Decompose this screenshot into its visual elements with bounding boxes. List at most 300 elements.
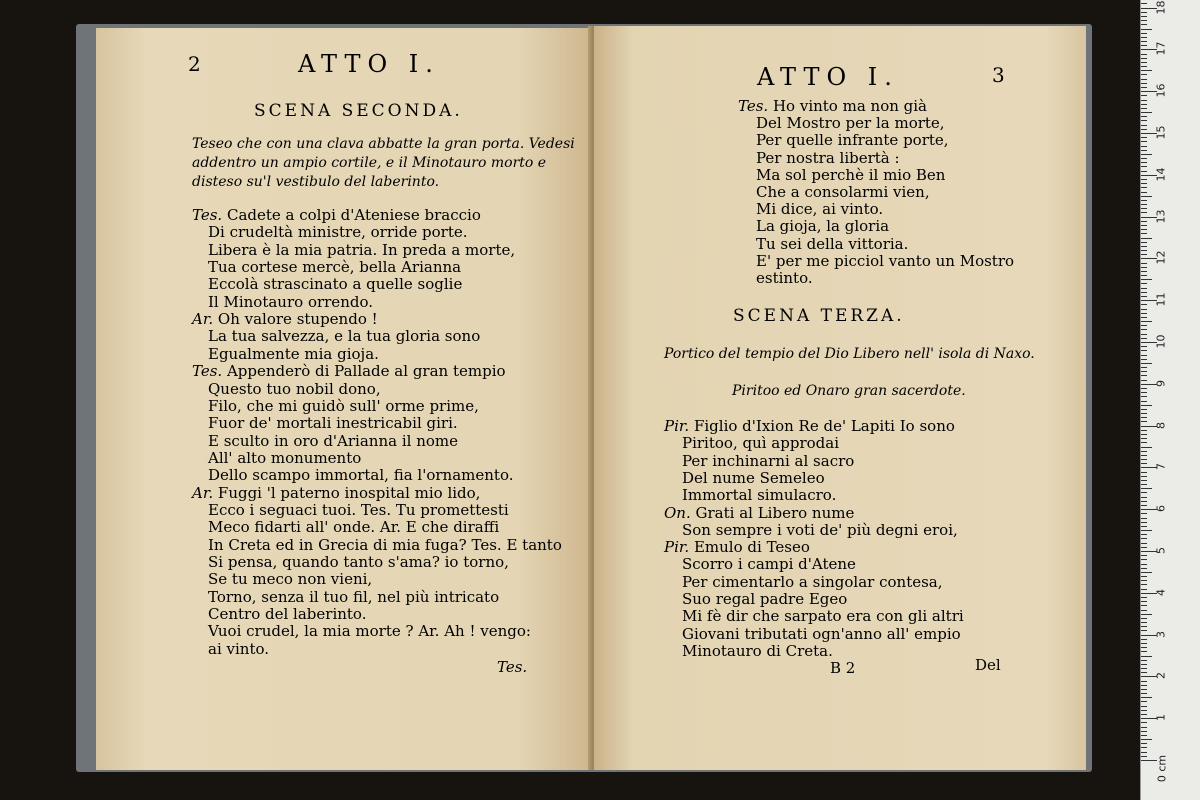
verse-text: Cadete a colpi d'Ateniese braccio: [226, 206, 481, 224]
ruler-tick: [1141, 225, 1147, 226]
verse-line: [756, 200, 883, 218]
ruler-tick: [1141, 33, 1147, 34]
ruler-tick: [1141, 752, 1147, 753]
ruler-tick: [1141, 37, 1147, 38]
verse-text: Figlio d'Ixion Re de' Lapiti Io sono: [693, 417, 955, 435]
ruler-tick: [1141, 614, 1152, 615]
ruler-tick: [1141, 125, 1147, 126]
ruler-number: 13: [1154, 209, 1168, 224]
ruler-tick: [1141, 279, 1152, 280]
verse-line: [682, 486, 836, 504]
ruler-tick: [1141, 313, 1147, 314]
ruler-tick: [1141, 3, 1147, 4]
stage-direction-line: disteso su'l vestibulo del laberinto.: [192, 174, 440, 190]
ruler-tick: [1141, 747, 1147, 748]
ruler-tick: [1141, 150, 1147, 151]
verse-text: Son sempre i voti de' più degni eroi,: [682, 520, 958, 539]
ruler-tick: [1141, 87, 1147, 88]
ruler-tick: [1141, 622, 1147, 623]
ruler-tick: [1141, 518, 1147, 519]
verse-text: Per nostra libertà :: [756, 148, 900, 167]
ruler-tick: [1141, 601, 1147, 602]
ruler-tick: [1141, 24, 1147, 25]
ruler-tick: [1141, 162, 1147, 163]
verse-line: [208, 518, 499, 536]
ruler-tick: [1141, 501, 1147, 502]
verse-text: Scorro i campi d'Atene: [682, 555, 856, 574]
verse-text: Centro del laberinto.: [208, 605, 367, 624]
verse-text: Del Mostro per la morte,: [756, 114, 945, 133]
verse-line: [208, 223, 468, 241]
ruler-number: 4: [1154, 588, 1168, 596]
left-catchword: Tes.: [497, 658, 528, 676]
verse-text: Per quelle infrante porte,: [756, 131, 949, 150]
ruler-tick: [1141, 267, 1147, 268]
left-running-head: ATTO I.: [298, 50, 440, 78]
ruler-tick: [1141, 451, 1147, 452]
verse-text: Ho vinto ma non già: [772, 97, 928, 115]
ruler-number: 17: [1154, 41, 1168, 56]
ruler-tick: [1141, 660, 1147, 661]
verse-text: Questo tuo nobil dono,: [208, 379, 381, 398]
ruler-tick: [1141, 463, 1147, 464]
verse-line: [756, 131, 949, 149]
verse-text: ai vinto.: [208, 639, 270, 658]
verse-line: [682, 555, 856, 573]
verse-line: [682, 590, 847, 608]
ruler-tick: [1141, 434, 1147, 435]
ruler-tick: [1141, 20, 1147, 21]
verse-text: Tu sei della vittoria.: [756, 234, 909, 253]
ruler-tick: [1141, 367, 1147, 368]
verse-line: [208, 605, 366, 623]
verse-line: [192, 484, 480, 502]
ruler-tick: [1141, 212, 1147, 213]
verse-text: Suo regal padre Egeo: [682, 590, 848, 608]
ruler-tick: [1141, 438, 1147, 439]
ruler-tick: [1141, 555, 1147, 556]
ruler-tick: [1141, 233, 1147, 234]
ruler-tick: [1141, 643, 1147, 644]
ruler-tick: [1141, 409, 1147, 410]
ruler-tick: [1141, 543, 1147, 544]
verse-line: [208, 536, 562, 554]
ruler-tick: [1141, 95, 1147, 96]
ruler-tick: [1141, 66, 1147, 67]
verse-text: Piritoo, quì approdai: [682, 434, 840, 453]
ruler-tick: [1141, 146, 1147, 147]
ruler-tick: [1141, 484, 1147, 485]
ruler-tick: [1141, 288, 1147, 289]
verse-text: Emulo di Teseo: [693, 538, 810, 557]
ruler-tick: [1141, 321, 1152, 322]
ruler-tick: [1141, 246, 1147, 247]
ruler-tick: [1141, 179, 1147, 180]
ruler-tick: [1141, 685, 1147, 686]
ruler-tick: [1141, 538, 1147, 539]
verse-text: Mi dice, ai vinto.: [756, 200, 884, 219]
verse-text: Mi fè dir che sarpato era con gli altri: [682, 607, 964, 626]
ruler-tick: [1141, 275, 1147, 276]
ruler-tick: [1141, 380, 1147, 381]
verse-line: [664, 417, 955, 435]
ruler-tick: [1141, 639, 1147, 640]
verse-text: estinto.: [756, 269, 813, 287]
verse-line: [208, 241, 515, 259]
ruler-tick: [1141, 296, 1147, 297]
verse-line: [208, 570, 372, 588]
verse-line: [192, 310, 378, 328]
verse-text: Eccolà strascinato a quelle soglie: [208, 275, 463, 294]
verse-line: [208, 380, 381, 398]
ruler-tick: [1141, 196, 1152, 197]
ruler-tick: [1141, 735, 1147, 736]
ruler-tick: [1141, 442, 1147, 443]
ruler-tick: [1141, 221, 1147, 222]
ruler-tick: [1141, 108, 1147, 109]
ruler-tick: [1141, 522, 1147, 523]
ruler-tick: [1141, 472, 1147, 473]
verse-line: [208, 588, 499, 606]
verse-line: [682, 434, 839, 452]
stage-direction-line: Teseo che con una clava abbatte la gran porta. Vedesi: [192, 136, 575, 152]
ruler-tick: [1141, 375, 1147, 376]
verse-line: [208, 553, 509, 571]
ruler-tick: [1141, 41, 1147, 42]
ruler-number: 3: [1154, 630, 1168, 638]
ruler-tick: [1141, 697, 1152, 698]
verse-line: [208, 414, 458, 432]
ruler-tick: [1141, 492, 1147, 493]
verse-line: [208, 622, 531, 640]
ruler-tick: [1141, 488, 1152, 489]
ruler-tick: [1141, 576, 1147, 577]
ruler-tick: [1141, 309, 1147, 310]
verse-line: [208, 275, 462, 293]
verse-line: [756, 252, 1014, 270]
speaker-abbrev: Tes.: [192, 206, 223, 224]
verse-text: Che a consolarmi vien,: [756, 183, 930, 201]
ruler-tick: [1141, 664, 1147, 665]
verse-line: [756, 183, 930, 201]
ruler-tick: [1141, 430, 1147, 431]
ruler-tick: [1141, 756, 1147, 757]
speaker-abbrev: Ar.: [192, 483, 214, 502]
ruler-tick: [1141, 79, 1147, 80]
verse-text: Si pensa, quando tanto s'ama? io torno,: [208, 553, 509, 571]
right-scene-title: SCENA TERZA.: [733, 306, 905, 326]
verse-line: [756, 235, 908, 253]
ruler-tick: [1141, 497, 1147, 498]
verse-line: [208, 345, 379, 363]
ruler-tick: [1141, 329, 1147, 330]
ruler-tick: [1141, 16, 1147, 17]
ruler-tick: [1141, 564, 1147, 565]
ruler-number: 16: [1154, 83, 1168, 98]
verse-line: [756, 114, 945, 132]
ruler-tick: [1141, 154, 1152, 155]
ruler-number: 15: [1154, 125, 1168, 140]
ruler-tick: [1141, 304, 1147, 305]
ruler-tick: [1141, 388, 1147, 389]
verse-line: [682, 642, 833, 660]
ruler-tick: [1141, 513, 1147, 514]
ruler-tick: [1141, 192, 1147, 193]
ruler-tick: [1141, 743, 1147, 744]
ruler-tick: [1141, 651, 1147, 652]
ruler-tick: [1141, 447, 1152, 448]
ruler-tick: [1141, 413, 1147, 414]
ruler-number: 2: [1154, 672, 1168, 680]
ruler-tick: [1141, 405, 1152, 406]
verse-line: [208, 397, 479, 415]
ruler-tick: [1141, 183, 1147, 184]
ruler-tick: [1141, 359, 1147, 360]
ruler-tick: [1141, 610, 1147, 611]
verse-text: Torno, senza il tuo fil, nel più intricato: [208, 587, 500, 606]
ruler-tick: [1141, 74, 1147, 75]
ruler-tick: [1141, 392, 1147, 393]
speaker-abbrev: Pir.: [664, 538, 690, 557]
verse-line: [208, 432, 458, 450]
ruler-tick: [1141, 363, 1152, 364]
ruler-tick: [1141, 589, 1147, 590]
ruler-tick: [1141, 12, 1147, 13]
ruler-number: 18: [1154, 0, 1168, 15]
verse-line: [682, 521, 958, 539]
ruler-tick: [1141, 605, 1147, 606]
verse-text: Per cimentarlo a singolar contesa,: [682, 572, 943, 591]
ruler-tick: [1141, 572, 1152, 573]
verse-text: Tua cortese mercè, bella Arianna: [208, 258, 462, 277]
ruler-tick: [1141, 681, 1147, 682]
ruler-tick: [1141, 722, 1147, 723]
verse-line: [756, 269, 813, 287]
speaker-abbrev: Ar.: [192, 310, 214, 329]
measurement-ruler: [1140, 0, 1200, 800]
verse-line: [208, 258, 461, 276]
ruler-tick: [1141, 54, 1147, 55]
ruler-tick: [1141, 455, 1147, 456]
ruler-tick: [1141, 158, 1147, 159]
ruler-tick: [1141, 238, 1152, 239]
ruler-tick: [1141, 263, 1147, 264]
ruler-tick: [1141, 480, 1147, 481]
verse-text: Ma sol perchè il mio Ben: [756, 165, 946, 184]
ruler-tick: [1141, 171, 1147, 172]
verse-text: Grati al Libero nume: [695, 503, 855, 522]
ruler-tick: [1141, 739, 1152, 740]
ruler-tick: [1141, 29, 1152, 30]
right-page-number: 3: [992, 63, 1005, 87]
speaker-abbrev: Tes.: [738, 97, 769, 115]
ruler-tick: [1141, 254, 1147, 255]
ruler-tick: [1141, 401, 1147, 402]
verse-text: Se tu meco non vieni,: [208, 570, 373, 589]
right-catchword: Del: [975, 656, 1001, 674]
ruler-tick: [1141, 396, 1147, 397]
ruler-unit-label: 0 cm: [1155, 754, 1169, 783]
verse-text: Di crudeltà ministre, orride porte.: [208, 223, 468, 242]
verse-line: [664, 538, 810, 556]
ruler-tick: [1141, 689, 1147, 690]
verse-text: Egualmente mia gioja.: [208, 344, 379, 363]
ruler-tick: [1141, 459, 1147, 460]
verse-line: [738, 97, 927, 115]
ruler-tick: [1141, 83, 1147, 84]
ruler-tick: [1141, 350, 1147, 351]
ruler-tick: [1141, 100, 1147, 101]
verse-text: Fuor de' mortali inestricabil giri.: [208, 414, 458, 433]
ruler-tick: [1141, 271, 1147, 272]
verse-text: Filo, che mi guidò sull' orme prime,: [208, 396, 479, 415]
ruler-tick: [1141, 137, 1147, 138]
verse-text: Ecco i seguaci tuoi. Tes. Tu promettesti: [208, 500, 509, 519]
verse-line: [756, 166, 945, 184]
ruler-tick: [1141, 559, 1147, 560]
verse-text: Vuoi crudel, la mia morte ? Ar. Ah ! vengo:: [208, 622, 531, 641]
ruler-tick: [1141, 630, 1147, 631]
ruler-tick: [1141, 45, 1147, 46]
right-characters: Piritoo ed Onaro gran sacerdote.: [732, 383, 966, 399]
ruler-tick: [1141, 505, 1147, 506]
stage-direction-line: addentro un ampio cortile, e il Minotauro morto e: [192, 155, 547, 171]
ruler-tick: [1141, 229, 1147, 230]
ruler-tick: [1141, 346, 1147, 347]
ruler-tick: [1141, 714, 1147, 715]
verse-line: [208, 640, 269, 658]
verse-line: [208, 327, 480, 345]
verse-line: [682, 573, 943, 591]
ruler-number: 6: [1154, 505, 1168, 513]
ruler-number: 7: [1154, 463, 1168, 471]
verse-line: [682, 607, 964, 625]
ruler-tick: [1141, 476, 1147, 477]
ruler-tick: [1141, 166, 1147, 167]
ruler-tick: [1141, 530, 1152, 531]
verse-text: Fuggi 'l paterno inospital mio lido,: [217, 483, 481, 502]
verse-line: [192, 362, 506, 380]
ruler-number: 5: [1154, 547, 1168, 554]
verse-text: E sculto in oro d'Arianna il nome: [208, 431, 458, 450]
verse-text: Libera è la mia patria. In preda a morte,: [208, 240, 516, 259]
left-page-number: 2: [188, 52, 201, 76]
ruler-number: 8: [1154, 421, 1168, 429]
ruler-tick: [1141, 62, 1147, 63]
ruler-tick: [1141, 710, 1147, 711]
verse-text: In Creta ed in Grecia di mia fuga? Tes. E tanto: [208, 535, 562, 554]
ruler-tick: [1141, 187, 1147, 188]
ruler-tick: [1141, 701, 1147, 702]
ruler-tick: [1141, 668, 1147, 669]
ruler-tick: [1141, 242, 1147, 243]
ruler-tick: [1141, 292, 1147, 293]
ruler-tick: [1141, 325, 1147, 326]
verse-text: La gioja, la gloria: [756, 217, 890, 236]
ruler-tick: [1141, 526, 1147, 527]
ruler-tick: [1141, 317, 1147, 318]
ruler-tick: [1141, 141, 1147, 142]
verse-line: [192, 206, 481, 224]
right-setting: Portico del tempio del Dio Libero nell' isola di Naxo.: [664, 346, 1035, 362]
ruler-tick: [1141, 104, 1147, 105]
verse-line: [682, 625, 961, 643]
ruler-tick: [1141, 208, 1147, 209]
ruler-tick: [1141, 584, 1147, 585]
ruler-tick: [1141, 731, 1147, 732]
verse-text: Del nume Semeleo: [682, 468, 825, 487]
ruler-number: 9: [1154, 379, 1168, 387]
verse-text: Per inchinarni al sacro: [682, 451, 855, 470]
verse-line: [756, 217, 889, 235]
ruler-number: 11: [1154, 292, 1168, 307]
ruler-tick: [1141, 568, 1147, 569]
verse-line: [208, 466, 513, 484]
ruler-tick: [1141, 334, 1147, 335]
ruler-tick: [1141, 283, 1147, 284]
ruler-number: 12: [1154, 250, 1168, 265]
speaker-abbrev: Pir.: [664, 417, 690, 435]
ruler-number: 10: [1154, 334, 1168, 349]
verse-text: Dello scampo immortal, fia l'ornamento.: [208, 466, 514, 485]
ruler-tick: [1141, 338, 1147, 339]
ruler-tick: [1141, 371, 1147, 372]
ruler-tick: [1141, 647, 1147, 648]
verse-text: Oh valore stupendo !: [217, 310, 378, 329]
ruler-tick: [1141, 129, 1147, 130]
ruler-number: 14: [1154, 167, 1168, 182]
ruler-tick: [1141, 534, 1147, 535]
verse-text: E' per me picciol vanto un Mostro: [756, 251, 1015, 270]
right-signature: B 2: [830, 659, 856, 677]
speaker-abbrev: On.: [664, 503, 691, 522]
ruler-tick: [1141, 727, 1147, 728]
left-scene-title: SCENA SECONDA.: [254, 101, 463, 121]
verse-line: [208, 501, 509, 519]
ruler-number: 1: [1154, 714, 1168, 722]
ruler-tick: [1141, 120, 1147, 121]
verse-line: [664, 504, 854, 522]
ruler-tick: [1141, 618, 1147, 619]
ruler-tick: [1141, 204, 1147, 205]
ruler-tick: [1141, 421, 1147, 422]
verse-line: [682, 469, 825, 487]
verse-line: [682, 452, 854, 470]
ruler-tick: [1141, 580, 1147, 581]
ruler-tick: [1141, 672, 1147, 673]
verse-line: [208, 293, 373, 311]
ruler-tick: [1141, 200, 1147, 201]
ruler-tick: [1141, 116, 1147, 117]
ruler-tick: [1141, 355, 1147, 356]
verse-line: [208, 449, 361, 467]
ruler-tick: [1141, 693, 1147, 694]
verse-line: [756, 149, 900, 167]
ruler-tick: [1141, 626, 1147, 627]
verse-text: Appenderò di Pallade al gran tempio: [226, 362, 506, 381]
ruler-tick: [1141, 417, 1147, 418]
verse-text: Minotauro di Creta.: [682, 641, 833, 660]
ruler-tick: [1141, 656, 1152, 657]
ruler-tick: [1141, 250, 1147, 251]
ruler-tick: [1141, 70, 1152, 71]
verse-text: Giovani tributati ogn'anno all' empio: [682, 624, 961, 643]
verse-text: All' alto monumento: [208, 448, 362, 467]
ruler-tick: [1141, 597, 1147, 598]
ruler-tick: [1141, 58, 1147, 59]
verse-text: La tua salvezza, e la tua gloria sono: [208, 327, 481, 346]
verse-text: Immortal simulacro.: [682, 486, 837, 505]
